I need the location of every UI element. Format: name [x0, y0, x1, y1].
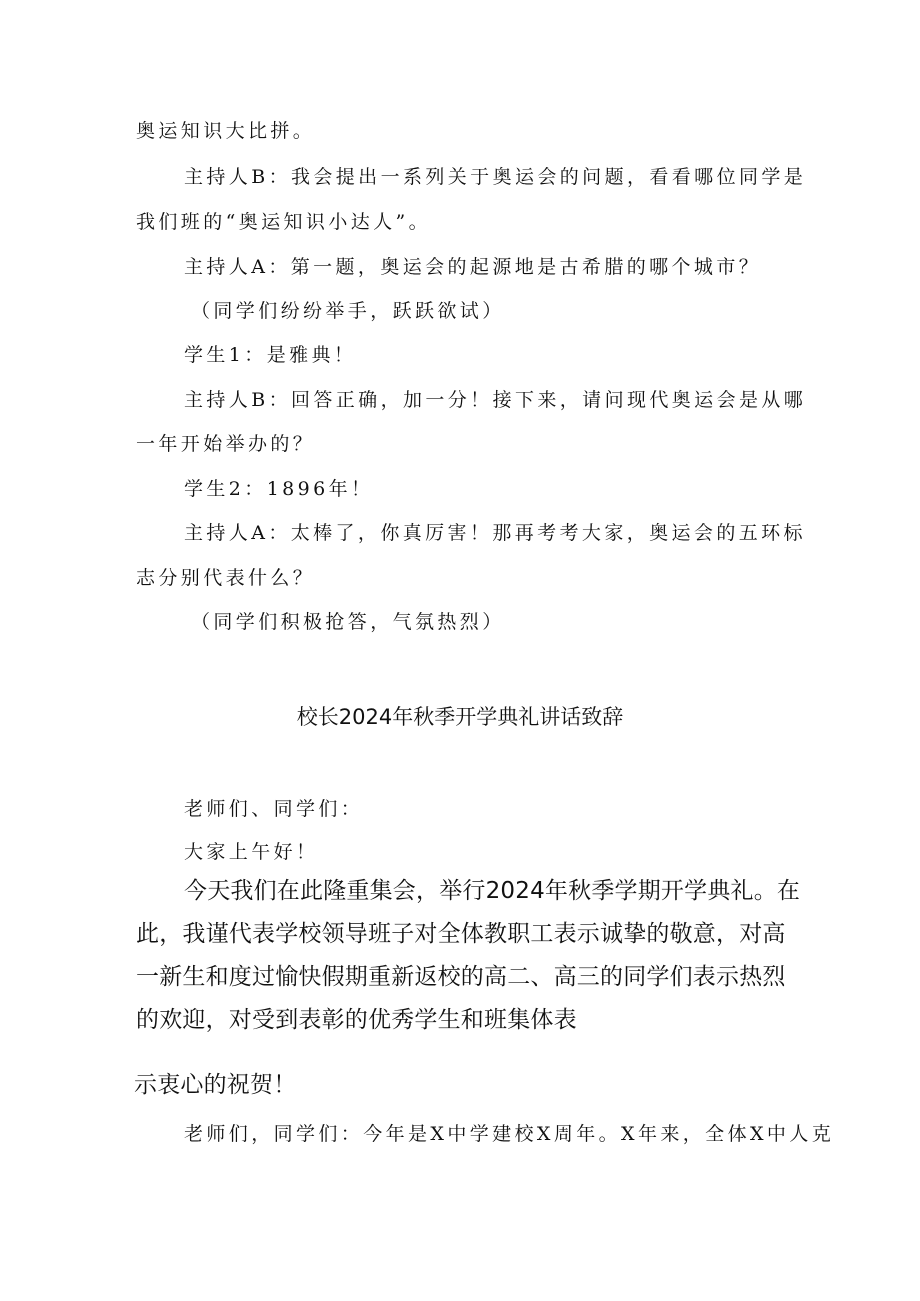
speech-line: 老师们，同学们：今年是X中学建校X周年。X年来，全体X中人克 — [184, 1123, 835, 1145]
dialogue-line: 我们班的“奥运知识小达人”。 — [136, 211, 432, 233]
speech-greeting: 老师们、同学们： — [184, 798, 364, 820]
dialogue-line: 奥运知识大比拼。 — [136, 120, 316, 142]
speech-paragraph-line: 一新生和度过愉快假期重新返校的高二、高三的同学们表示热烈 — [136, 964, 786, 990]
dialogue-line: 主持人B：回答正确，加一分！接下来，请问现代奥运会是从哪 — [184, 389, 807, 411]
dialogue-line: 主持人A：太棒了，你真厉害！那再考考大家，奥运会的五环标 — [184, 522, 806, 544]
dialogue-line: 主持人B：我会提出一系列关于奥运会的问题，看看哪位同学是 — [184, 166, 807, 188]
dialogue-line: 志分别代表什么？ — [136, 567, 316, 589]
dialogue-line: 一年开始举办的？ — [136, 433, 316, 455]
speech-paragraph-line: 此，我谨代表学校领导班子对全体教职工表示诚挚的敬意，对高 — [136, 921, 786, 947]
stage-direction: （同学们纷纷举手，跃跃欲试） — [191, 300, 505, 322]
speech-greeting: 大家上午好！ — [184, 841, 319, 863]
dialogue-line: 学生1：是雅典！ — [184, 344, 357, 366]
stage-direction: （同学们积极抢答，气氛热烈） — [191, 611, 505, 633]
speech-continuation: 示衷心的祝贺！ — [134, 1072, 297, 1098]
speech-paragraph-line: 的欢迎，对受到表彰的优秀学生和班集体表 — [136, 1007, 577, 1033]
dialogue-line: 主持人A：第一题，奥运会的起源地是古希腊的哪个城市？ — [184, 256, 762, 278]
speech-paragraph-line: 今天我们在此隆重集会，举行2024年秋季学期开学典礼。在 — [184, 878, 801, 904]
dialogue-line: 学生2：1896年！ — [184, 478, 374, 500]
speech-title: 校长2024年秋季开学典礼讲话致辞 — [296, 705, 624, 729]
